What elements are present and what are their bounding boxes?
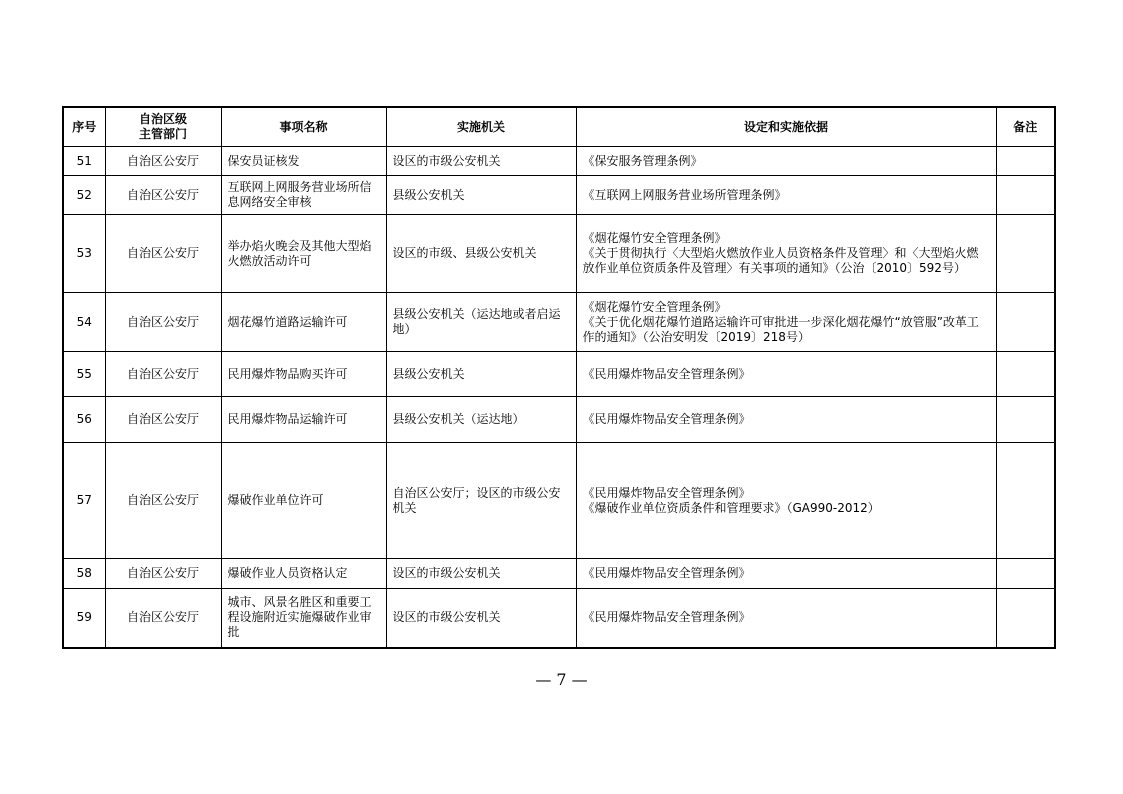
cell-note — [996, 176, 1055, 215]
cell-note — [996, 443, 1055, 559]
cell-item: 爆破作业人员资格认定 — [221, 559, 386, 589]
cell-agency: 县级公安机关 — [386, 176, 576, 215]
cell-num: 53 — [63, 215, 105, 293]
cell-agency: 设区的市级公安机关 — [386, 147, 576, 176]
cell-dept: 自治区公安厅 — [105, 352, 221, 397]
cell-item: 烟花爆竹道路运输许可 — [221, 293, 386, 352]
cell-dept: 自治区公安厅 — [105, 293, 221, 352]
cell-num: 57 — [63, 443, 105, 559]
table-row — [63, 559, 1055, 589]
approval-items-table — [62, 106, 1056, 649]
cell-dept: 自治区公安厅 — [105, 589, 221, 648]
cell-num: 56 — [63, 397, 105, 443]
cell-num: 55 — [63, 352, 105, 397]
table-header-row — [63, 107, 1055, 147]
cell-item: 城市、风景名胜区和重要工程设施附近实施爆破作业审批 — [221, 589, 386, 648]
header-basis: 设定和实施依据 — [576, 107, 996, 147]
cell-num: 52 — [63, 176, 105, 215]
cell-dept: 自治区公安厅 — [105, 397, 221, 443]
table-row — [63, 397, 1055, 443]
header-agency: 实施机关 — [386, 107, 576, 147]
cell-basis: 《民用爆炸物品安全管理条例》 《爆破作业单位资质条件和管理要求》（GA990-2012） — [576, 443, 996, 559]
cell-note — [996, 589, 1055, 648]
table-row — [63, 352, 1055, 397]
cell-agency: 县级公安机关（运达地或者启运地） — [386, 293, 576, 352]
cell-basis: 《民用爆炸物品安全管理条例》 — [576, 559, 996, 589]
cell-agency: 设区的市级公安机关 — [386, 589, 576, 648]
header-item: 事项名称 — [221, 107, 386, 147]
cell-basis: 《烟花爆竹安全管理条例》 《关于贯彻执行〈大型焰火燃放作业人员资格条件及管理〉和〈大型焰火燃放作业单位资质条件及管理〉有关事项的通知》（公治〔2010〕592号） — [576, 215, 996, 293]
cell-note — [996, 352, 1055, 397]
header-dept: 自治区级 主管部门 — [105, 107, 221, 147]
cell-note — [996, 293, 1055, 352]
cell-note — [996, 147, 1055, 176]
cell-num: 58 — [63, 559, 105, 589]
cell-dept: 自治区公安厅 — [105, 215, 221, 293]
page-number: — 7 — — [535, 670, 588, 689]
header-num: 序号 — [63, 107, 105, 147]
cell-basis: 《烟花爆竹安全管理条例》 《关于优化烟花爆竹道路运输许可审批进一步深化烟花爆竹“放管服”改革工作的通知》（公治安明发〔2019〕218号） — [576, 293, 996, 352]
cell-item: 举办焰火晚会及其他大型焰火燃放活动许可 — [221, 215, 386, 293]
table-row — [63, 215, 1055, 293]
cell-item: 民用爆炸物品购买许可 — [221, 352, 386, 397]
cell-item: 保安员证核发 — [221, 147, 386, 176]
table-row — [63, 293, 1055, 352]
header-note: 备注 — [996, 107, 1055, 147]
cell-dept: 自治区公安厅 — [105, 559, 221, 589]
cell-agency: 设区的市级、县级公安机关 — [386, 215, 576, 293]
table-row — [63, 443, 1055, 559]
cell-note — [996, 559, 1055, 589]
table-row — [63, 176, 1055, 215]
cell-note — [996, 215, 1055, 293]
cell-item: 爆破作业单位许可 — [221, 443, 386, 559]
cell-agency: 设区的市级公安机关 — [386, 559, 576, 589]
cell-num: 51 — [63, 147, 105, 176]
cell-num: 59 — [63, 589, 105, 648]
cell-dept: 自治区公安厅 — [105, 443, 221, 559]
cell-basis: 《民用爆炸物品安全管理条例》 — [576, 352, 996, 397]
cell-basis: 《民用爆炸物品安全管理条例》 — [576, 397, 996, 443]
cell-agency: 自治区公安厅；设区的市级公安机关 — [386, 443, 576, 559]
cell-basis: 《民用爆炸物品安全管理条例》 — [576, 589, 996, 648]
cell-dept: 自治区公安厅 — [105, 176, 221, 215]
table-row — [63, 589, 1055, 648]
table-row — [63, 147, 1055, 176]
cell-item: 民用爆炸物品运输许可 — [221, 397, 386, 443]
table-body — [63, 147, 1055, 648]
cell-basis: 《保安服务管理条例》 — [576, 147, 996, 176]
cell-item: 互联网上网服务营业场所信息网络安全审核 — [221, 176, 386, 215]
cell-agency: 县级公安机关 — [386, 352, 576, 397]
cell-num: 54 — [63, 293, 105, 352]
cell-note — [996, 397, 1055, 443]
cell-agency: 县级公安机关（运达地） — [386, 397, 576, 443]
cell-basis: 《互联网上网服务营业场所管理条例》 — [576, 176, 996, 215]
cell-dept: 自治区公安厅 — [105, 147, 221, 176]
